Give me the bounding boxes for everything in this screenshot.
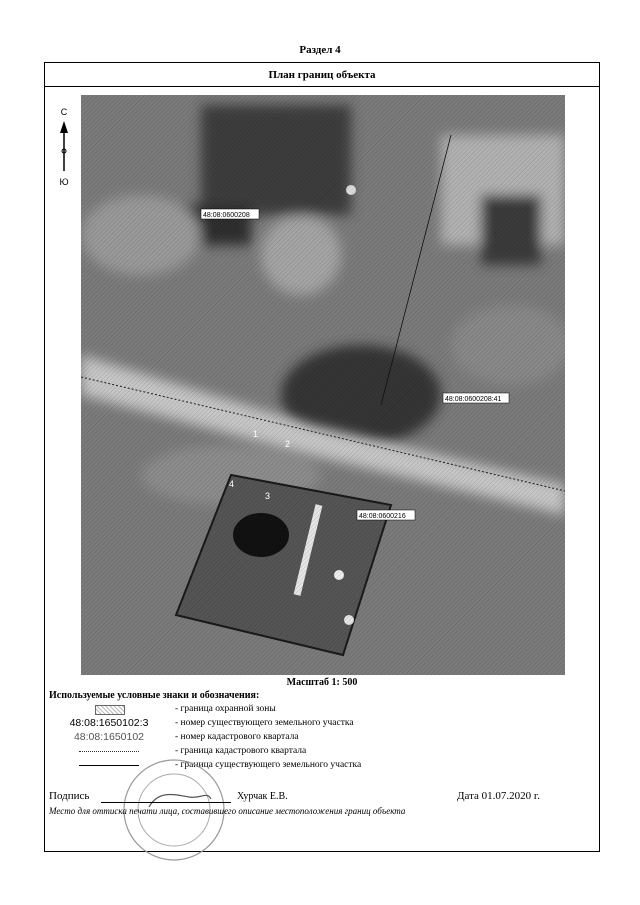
north-arrow (53, 107, 75, 197)
map-point-2: 2 (285, 439, 291, 449)
legend-title: Используемые условные знаки и обозначения: (49, 690, 260, 701)
legend-symbol: 48:08:1650102:3 (69, 717, 149, 729)
stamp-place-note: Место для оттиска печати лица, составившего описание местоположения границ объекта (49, 806, 406, 816)
map-point-4: 4 (229, 479, 235, 489)
legend-desc: - граница охранной зоны (175, 704, 276, 714)
signer-name: Хурчак Е.В. (237, 791, 288, 802)
map-label-quarter: 48:08:0600216 (359, 513, 406, 520)
signature-label: Подпись (49, 790, 90, 802)
plan-frame (44, 62, 600, 852)
plan-header: План границ объекта (45, 63, 599, 87)
legend-desc: - граница существующего земельного участка (175, 760, 362, 770)
north-label: С (60, 107, 68, 117)
legend-item-parcel-number (49, 716, 589, 730)
legend-item-quarter-number (49, 730, 589, 744)
legend-desc: - граница кадастрового квартала (175, 746, 307, 756)
section-title: Раздел 4 (299, 44, 341, 56)
signature-date: Дата 01.07.2020 г. (457, 790, 540, 802)
map-scale: Масштаб 1: 500 (286, 677, 358, 688)
signature-row (49, 790, 589, 806)
signature-line (101, 802, 231, 803)
map-label-parcel-b: 48:08:0600208:41 (445, 396, 502, 403)
legend-symbol: 48:08:1650102 (73, 731, 145, 743)
map-label-parcel-a: 48:08:0600208 (203, 212, 250, 219)
legend-desc: - номер существующего земельного участка (175, 718, 354, 728)
south-label: Ю (59, 177, 69, 187)
map-point-1: 1 (253, 429, 259, 439)
legend-item-protection-zone (49, 702, 589, 716)
hatch-symbol (95, 705, 125, 715)
map-point-3: 3 (265, 491, 271, 501)
map-image (81, 95, 565, 675)
dotted-line-symbol (79, 751, 139, 752)
legend-desc: - номер кадастрового квартала (175, 732, 299, 742)
